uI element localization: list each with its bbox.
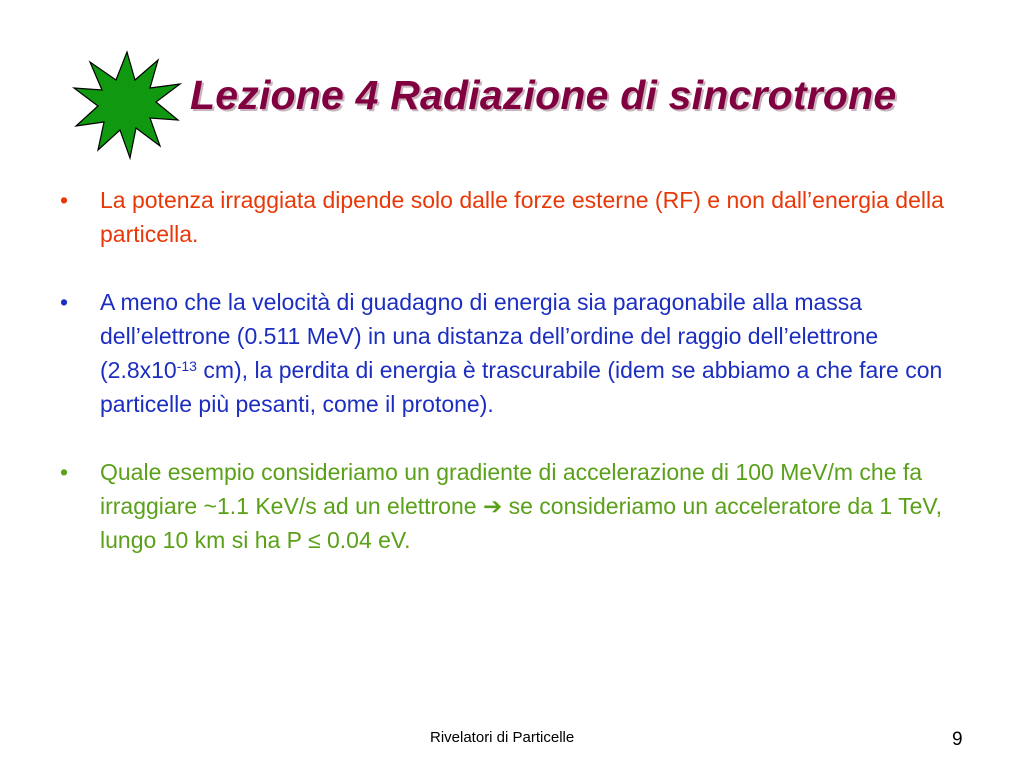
slide-title: Lezione 4 Radiazione di sincrotrone (190, 72, 897, 118)
green-starburst-icon (72, 50, 182, 160)
bullet-list (60, 183, 960, 557)
starburst-shape (74, 52, 180, 158)
bullet-text-2-start: A meno che la velocità di guadagno di energia sia paragonabile alla massa dell’elettrone (0.511 MeV) in una distanza dell’ordine del raggio dell’elettrone (2.8x10 (100, 289, 879, 383)
right-arrow-icon: ➔ (482, 493, 503, 519)
bullet-item-3 (60, 455, 960, 557)
bullet-item-1 (60, 183, 960, 251)
bullet-text-3-end: se consideriamo un acceleratore da 1 TeV, lungo 10 km si ha P ≤ 0.04 eV. (100, 493, 943, 553)
bullet-marker: • (60, 459, 69, 485)
bullet-item-2 (60, 285, 960, 421)
page-number: 9 (952, 729, 963, 750)
bullet-text-3-start: Quale esempio consideriamo un gradiente di accelerazione di 100 MeV/m che fa irraggiare ~1.1 KeV/s ad un elettrone (100, 459, 923, 519)
bullet-marker: • (60, 187, 69, 213)
exponent-superscript: -13 (176, 358, 197, 374)
bullet-marker: • (60, 289, 69, 315)
footer-text: Rivelatori di Particelle (430, 729, 575, 746)
bullet-text-1: La potenza irraggiata dipende solo dalle forze esterne (RF) e non dall’energia della particella. (100, 187, 944, 247)
bullet-text-2-end: cm), la perdita di energia è trascurabile (idem se abbiamo a che fare con particelle più pesanti, come il protone). (100, 357, 943, 417)
